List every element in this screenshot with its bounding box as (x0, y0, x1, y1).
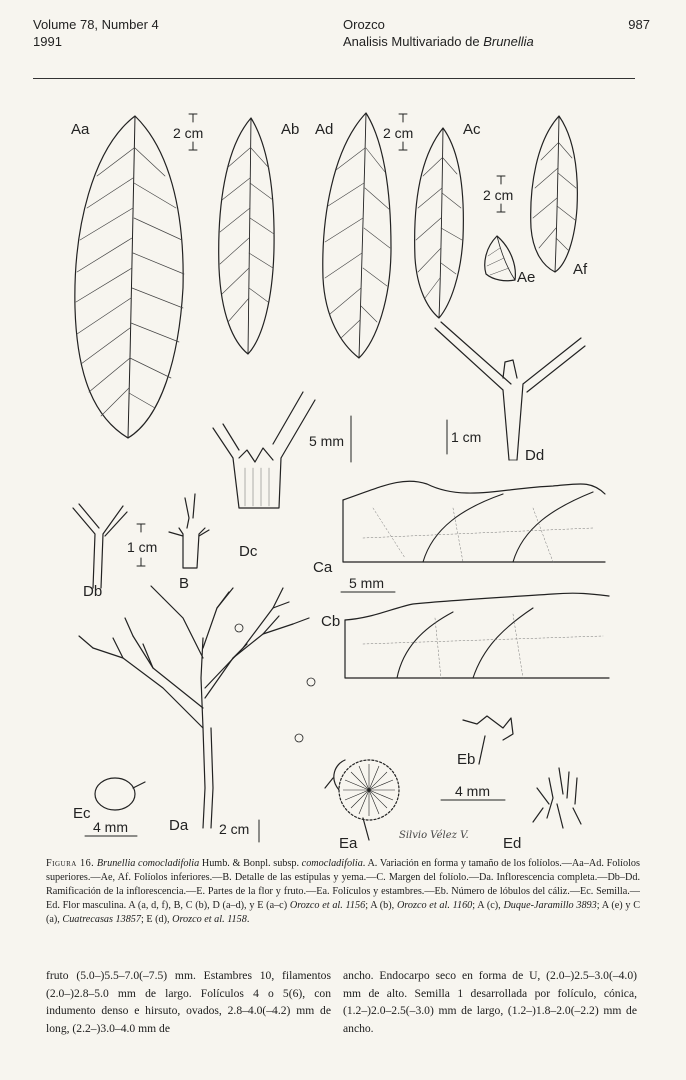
label-b: B (179, 575, 190, 592)
margin-detail-ca-drawing (343, 481, 605, 562)
body-text-right-column: ancho. Endocarpo seco en forma de U, (2.0–)2.5–3.0(–4.0) mm de alto. Semilla 1 desarrollada por folículo, cónica, (1.2–)2.0–2.5(–3.0) mm de largo, (1.2–)1.8–2.0(–2.2) mm de ancho. (343, 969, 637, 1035)
label-db: Db (83, 583, 103, 600)
label-ca: Ca (313, 559, 333, 576)
header-rule (33, 78, 635, 79)
caption-separator-2: ; A (c), (472, 900, 504, 911)
bud-detail-b-drawing (169, 494, 209, 568)
caption-collector-5: Orozco et al. 1158 (172, 914, 247, 925)
caption-end: . (246, 914, 250, 925)
scale-1cm-db: 1 cm (127, 539, 158, 555)
journal-volume: Volume 78, Number 4 (33, 17, 159, 32)
caption-collector-2: Orozco et al. 1160 (396, 900, 473, 911)
label-aa: Aa (71, 121, 90, 138)
figure-number: Figura 16. (46, 858, 95, 869)
header-title-genus: Brunellia (483, 34, 534, 49)
label-ac: Ac (463, 121, 481, 138)
leaf-ae-drawing (485, 236, 516, 281)
margin-detail-cb-drawing (345, 593, 609, 678)
scale-2cm-c: 2 cm (483, 187, 514, 203)
caption-authority: Humb. & Bonpl. subsp. (199, 858, 302, 869)
label-ae: Ae (517, 269, 536, 286)
leaf-ad-drawing (323, 113, 391, 358)
scale-1cm-dd: 1 cm (451, 429, 482, 445)
header-author: Orozco (343, 17, 385, 32)
caption-collector-3: Duque-Jaramillo 3893 (503, 900, 597, 911)
caption-body: . A. Variación en forma y tamaño de los folíolos.—Aa–Ad. Folíolos superiores.—Ae, Af. Folíolos inferiores.—B. Detalle de las estípulas y yema.—C. Margen del folíolo.—Da. Inflorescencia completa.—Db–Dd. Ramificación de la inflorescencia.—E. Partes de la flor y fruto.—Ea. Folículos y estambres.—Eb. Número de lóbulos del cáliz.—Ec. Semilla.—Ed. Flor masculina. A (a, d, f), B, C (b), D (a–d), y E (a–c) (46, 858, 640, 911)
journal-year: 1991 (33, 34, 62, 49)
figure-caption (46, 857, 640, 927)
scale-bar-lines (85, 114, 505, 842)
caption-subspecies: comocladifolia (301, 858, 363, 869)
scale-5mm-dc: 5 mm (309, 433, 344, 449)
stipule-detail-dc-drawing (213, 392, 315, 508)
leaf-aa-drawing (75, 116, 184, 438)
label-eb: Eb (457, 751, 476, 768)
caption-separator-3: ; A (e) y C (a), (46, 900, 641, 925)
label-cb: Cb (321, 613, 341, 630)
follicle-bur-hatching (343, 764, 395, 816)
label-ab: Ab (281, 121, 300, 138)
inflorescence-da-drawing (79, 586, 315, 828)
scale-2cm-da: 2 cm (219, 821, 250, 837)
scale-2cm-a: 2 cm (173, 125, 204, 141)
leaf-ab-drawing (219, 118, 274, 354)
label-ed: Ed (503, 835, 522, 848)
male-flower-ed-drawing (533, 768, 581, 828)
caption-species: Brunellia comocladifolia (96, 858, 200, 869)
label-ec: Ec (73, 805, 91, 822)
seed-ec-drawing (95, 778, 145, 810)
caption-separator-4: ; E (d), (140, 914, 173, 925)
branching-db-drawing (73, 504, 127, 588)
running-header-left (33, 16, 159, 50)
body-text-left-column: fruto (5.0–)5.5–7.0(–7.5) mm. Estambres 10, filamentos (2.0–)2.8–5.0 mm de largo. Folículos 4 o 5(6), con indumento denso e hirsuto, ovados, 2.8–4.0(–4.2) mm de long, (2.2–)3.0–4.0 mm de (46, 969, 331, 1035)
running-header-center (343, 16, 534, 50)
caption-collector-1: Orozco et al. 1156 (289, 900, 366, 911)
label-dd: Dd (525, 447, 545, 464)
leaf-af-drawing (531, 116, 578, 272)
illustrator-signature: Silvio Vélez V. (399, 830, 469, 841)
label-dc: Dc (239, 543, 258, 560)
leaf-ac-drawing (415, 128, 464, 318)
follicles-ea-drawing (325, 760, 399, 840)
page-number: 987 (628, 17, 650, 32)
label-da: Da (169, 817, 189, 834)
label-af: Af (573, 261, 588, 278)
header-title-prefix: Analisis Multivariado de (343, 34, 484, 49)
botanical-illustration-plate (33, 88, 643, 848)
header-title (343, 33, 534, 50)
label-ad: Ad (315, 121, 334, 138)
scale-4mm-ed: 4 mm (455, 783, 490, 799)
scale-4mm-ec: 4 mm (93, 819, 128, 835)
scale-5mm-c: 5 mm (349, 575, 384, 591)
label-ea: Ea (339, 835, 358, 848)
caption-collector-4: Cuatrecasas 13857 (62, 914, 141, 925)
caption-separator-1: ; A (b), (365, 900, 397, 911)
scale-2cm-b: 2 cm (383, 125, 414, 141)
